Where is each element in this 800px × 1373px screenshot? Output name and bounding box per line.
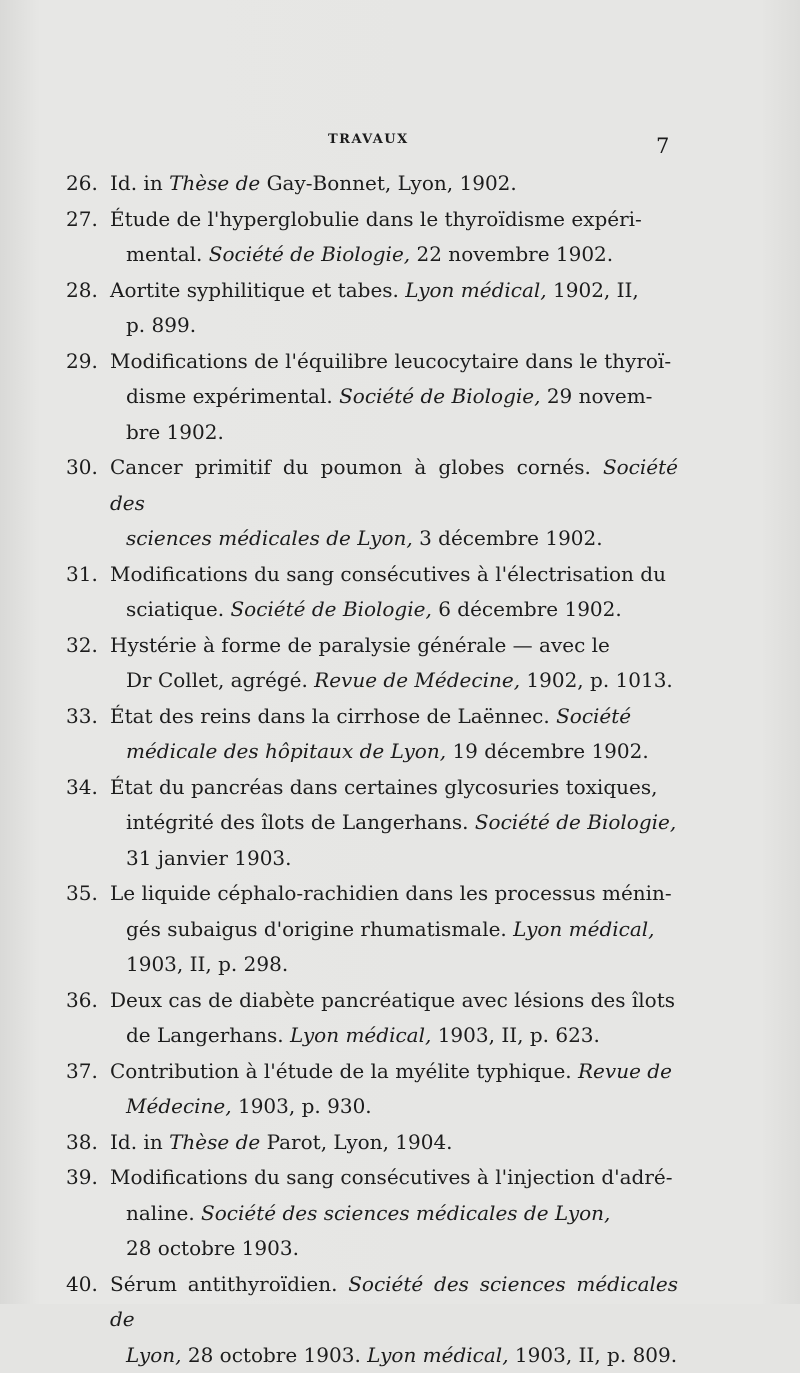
entry-number: 29. <box>66 344 98 380</box>
entry-number: 31. <box>66 557 98 593</box>
entry-number: 36. <box>66 983 98 1019</box>
list-item: 26. Id. in Thèse de Gay-Bonnet, Lyon, 1902. <box>66 166 678 202</box>
list-item: 38. Id. in Thèse de Parot, Lyon, 1904. <box>66 1125 678 1161</box>
list-item: 31. Modifications du sang consécutives à l'électrisation du sciatique. Société de Biologie, 6 décembre 1902. <box>66 557 678 628</box>
entry-number: 37. <box>66 1054 98 1090</box>
bibliography-list <box>66 166 678 1373</box>
entry-number: 38. <box>66 1125 98 1161</box>
entry-number: 39. <box>66 1160 98 1196</box>
entry-number: 35. <box>66 876 98 912</box>
list-item: 39. Modifications du sang consécutives à l'injection d'adré- naline. Société des sciences médicales de Lyon, 28 octobre 1903. <box>66 1160 678 1267</box>
page-number: 7 <box>656 134 669 158</box>
entry-number: 40. <box>66 1267 98 1303</box>
list-item: 27. Étude de l'hyperglobulie dans le thyroïdisme expéri- mental. Société de Biologie, 22 novembre 1902. <box>66 202 678 273</box>
entry-number: 34. <box>66 770 98 806</box>
entry-number: 28. <box>66 273 98 309</box>
entry-number: 32. <box>66 628 98 664</box>
list-item: 32. Hystérie à forme de paralysie générale — avec le Dr Collet, agrégé. Revue de Médecine, 1902, p. 1013. <box>66 628 678 699</box>
list-item: 35. Le liquide céphalo-rachidien dans les processus ménin- gés subaigus d'origine rhumatismale. Lyon médical, 1903, II, p. 298. <box>66 876 678 983</box>
entry-number: 30. <box>66 450 98 486</box>
list-item: 36. Deux cas de diabète pancréatique avec lésions des îlots de Langerhans. Lyon médical, 1903, II, p. 623. <box>66 983 678 1054</box>
list-item: 34. État du pancréas dans certaines glycosuries toxiques, intégrité des îlots de Langerhans. Société de Biologie, 31 janvier 1903. <box>66 770 678 877</box>
list-item: 37. Contribution à l'étude de la myélite typhique. Revue de Médecine, 1903, p. 930. <box>66 1054 678 1125</box>
list-item: 29. Modifications de l'équilibre leucocytaire dans le thyroï- disme expérimental. Société de Biologie, 29 novem- bre 1902. <box>66 344 678 451</box>
entry-number: 27. <box>66 202 98 238</box>
list-item: 30. Cancer primitif du poumon à globes cornés. Société des sciences médicales de Lyon, 3 décembre 1902. <box>66 450 678 557</box>
entry-number: 33. <box>66 699 98 735</box>
list-item: 33. État des reins dans la cirrhose de Laënnec. Société médicale des hôpitaux de Lyon, 19 décembre 1902. <box>66 699 678 770</box>
running-title: TRAVAUX <box>328 132 409 147</box>
entry-number: 26. <box>66 166 98 202</box>
list-item: 40. Sérum antithyroïdien. Société des sciences médicales de Lyon, 28 octobre 1903. Lyon médical, 1903, II, p. 809. <box>66 1267 678 1373</box>
list-item: 28. Aortite syphilitique et tabes. Lyon médical, 1902, II, p. 899. <box>66 273 678 344</box>
